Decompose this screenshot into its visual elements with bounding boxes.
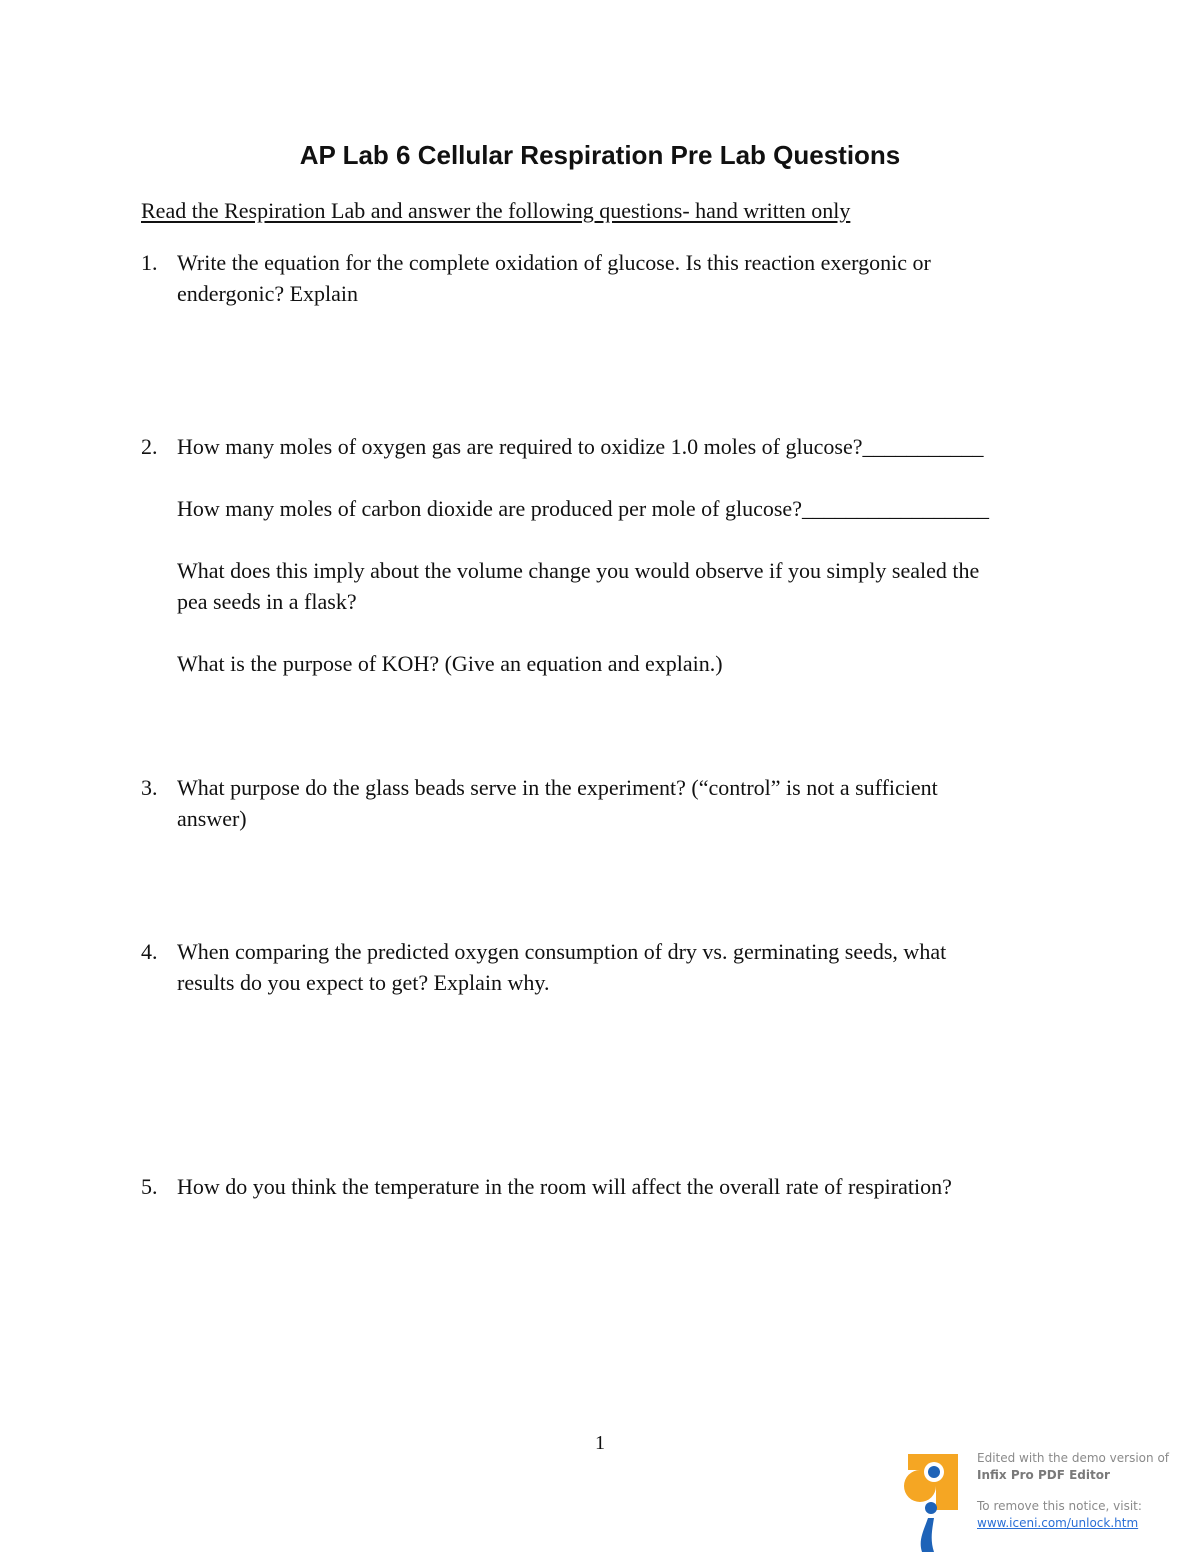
watermark-line: To remove this notice, visit: bbox=[977, 1499, 1142, 1513]
question-number: 3. bbox=[141, 775, 158, 800]
question-text-line: When comparing the predicted oxygen consumption of dry vs. germinating seeds, what bbox=[177, 939, 947, 964]
question-text-line: results do you expect to get? Explain why. bbox=[177, 970, 550, 995]
question-number: 1. bbox=[141, 250, 158, 275]
question-text-line: What purpose do the glass beads serve in the experiment? (“control” is not a sufficient bbox=[177, 775, 938, 800]
question-2-subpart-koh: What is the purpose of KOH? (Give an equation and explain.) bbox=[177, 651, 723, 676]
instructions: Read the Respiration Lab and answer the following questions- hand written only bbox=[141, 198, 851, 223]
question-5 bbox=[141, 1171, 1071, 1202]
question-2-subpart-co2: How many moles of carbon dioxide are produced per mole of glucose?_________________ bbox=[177, 496, 989, 521]
question-text-line: How many moles of oxygen gas are required to oxidize 1.0 moles of glucose?___________ bbox=[177, 434, 984, 459]
logo-blue-dot bbox=[925, 1502, 937, 1514]
page-title: AP Lab 6 Cellular Respiration Pre Lab Questions bbox=[299, 140, 901, 170]
question-text-line: answer) bbox=[177, 806, 247, 831]
question-2 bbox=[141, 431, 1071, 462]
logo-orange-inner bbox=[928, 1466, 940, 1478]
question-number: 5. bbox=[141, 1174, 158, 1199]
watermark-link[interactable]: www.iceni.com/unlock.htm bbox=[977, 1516, 1139, 1530]
question-text-line: What does this imply about the volume change you would observe if you simply sealed the bbox=[177, 558, 980, 583]
question-text-line: endergonic? Explain bbox=[177, 281, 359, 306]
question-1 bbox=[141, 247, 1071, 309]
question-2-subpart-volume bbox=[177, 555, 1077, 617]
question-text-line: Write the equation for the complete oxidation of glucose. Is this reaction exergonic or bbox=[177, 250, 931, 275]
logo-orange-shape bbox=[904, 1454, 958, 1510]
question-number: 2. bbox=[141, 434, 158, 459]
question-text-line: How do you think the temperature in the room will affect the overall rate of respiration? bbox=[177, 1174, 952, 1199]
page-number: 1 bbox=[595, 1432, 605, 1454]
question-number: 4. bbox=[141, 939, 158, 964]
question-4 bbox=[141, 936, 1071, 998]
infix-logo-icon bbox=[900, 1448, 972, 1553]
watermark-product: Infix Pro PDF Editor bbox=[977, 1468, 1110, 1482]
watermark-notice bbox=[977, 1450, 1169, 1532]
logo-blue-i bbox=[921, 1518, 934, 1552]
question-3 bbox=[141, 772, 1071, 834]
question-text-line: pea seeds in a flask? bbox=[177, 589, 357, 614]
watermark-line: Edited with the demo version of bbox=[977, 1451, 1170, 1465]
